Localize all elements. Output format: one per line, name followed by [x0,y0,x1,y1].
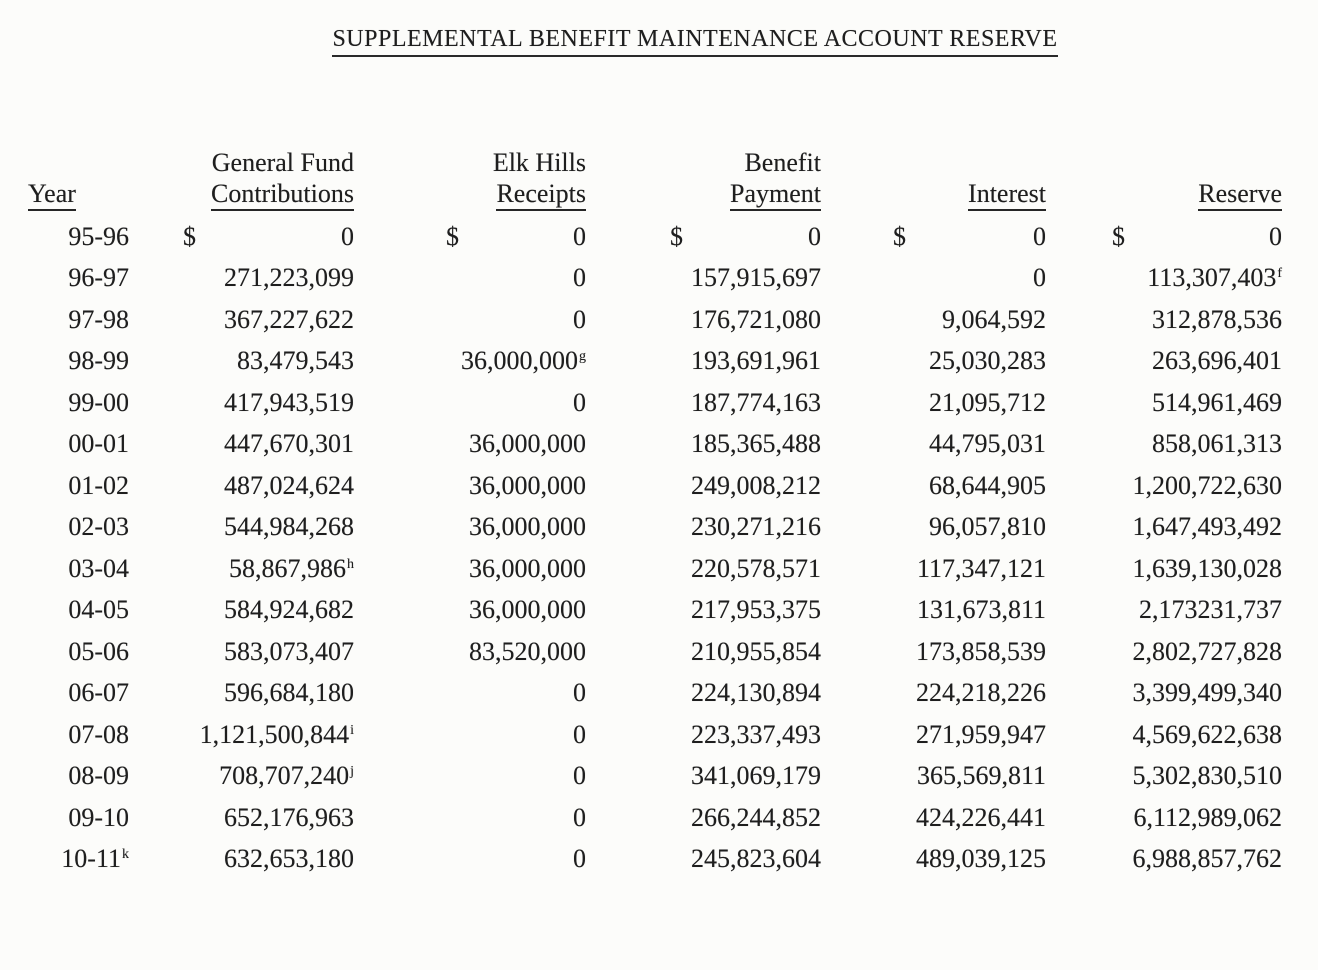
general-fund-contributions-cell [133,346,354,376]
amount-value: 0 [573,761,586,791]
interest-cell [821,429,1046,459]
amount-value: 417,943,519 [224,387,354,417]
table-body [28,216,1318,880]
amount-value: 0 [573,719,586,749]
general-fund-contributions-cell [133,512,354,542]
amount-value: 271,223,099 [224,263,354,293]
interest-cell [821,720,1046,750]
reserve-cell [1046,263,1282,293]
amount-value: 36,000,000 [469,429,586,459]
benefit-payment-cell [586,388,821,418]
reserve-cell [1046,305,1282,335]
elk-hills-receipts-cell [354,346,586,376]
amount-value: 544,984,268 [224,512,354,542]
table-row [28,258,1318,300]
reserve-cell [1046,388,1282,418]
amount-value: 6,112,989,062 [1133,802,1282,832]
reserve-cell [1046,512,1282,542]
amount-value: 185,365,488 [691,429,821,459]
interest-cell [821,844,1046,874]
table-row [28,299,1318,341]
amount-value: 44,795,031 [929,429,1046,459]
year-cell: 02-03 [68,512,129,542]
interest-cell [821,595,1046,625]
general-fund-contributions-cell [133,637,354,667]
title-wrap [50,26,1318,57]
table-row [28,673,1318,715]
amount-value: 0 [573,678,586,708]
benefit-payment-cell [586,346,821,376]
elk-hills-receipts-cell [354,720,586,750]
elk-hills-receipts-cell [354,554,586,584]
amount-value: 131,673,811 [916,595,1046,625]
dollar-sign: $ [893,221,906,251]
amount-value: 6,988,857,762 [1132,844,1282,874]
reserve-table [28,147,1318,880]
amount-value: 36,000,000 [469,595,586,625]
year-cell: 95-96 [68,221,129,251]
amount-value: 489,039,125 [916,844,1046,874]
year-cell: 09-10 [68,802,129,832]
table-row [28,590,1318,632]
interest-cell [821,222,1046,252]
amount-value: 187,774,163 [691,387,821,417]
benefit-payment-cell [586,844,821,874]
general-fund-contributions-cell [133,388,354,418]
general-fund-contributions-cell [133,263,354,293]
elk-hills-receipts-cell [354,803,586,833]
general-fund-contributions-cell [133,305,354,335]
elk-hills-receipts-cell [354,263,586,293]
amount-value: 245,823,604 [691,844,821,874]
amount-value: 25,030,283 [929,346,1046,376]
amount-value: 858,061,313 [1152,429,1282,459]
page-title: SUPPLEMENTAL BENEFIT MAINTENANCE ACCOUNT RESERVE [332,26,1057,57]
elk-hills-receipts-cell [354,305,586,335]
interest-cell [821,305,1046,335]
benefit-payment-cell [586,637,821,667]
reserve-cell [1046,222,1282,252]
amount-value: 0 [573,304,586,334]
general-fund-contributions-cell [133,471,354,501]
year-cell: 10-11$^k$ [61,844,129,874]
amount-value: 0 [808,221,821,251]
benefit-payment-cell [586,305,821,335]
year-cell: 07-08 [68,719,129,749]
interest-cell [821,803,1046,833]
amount-value: 36,000,000 [469,512,586,542]
general-fund-contributions-cell [133,595,354,625]
table-header [28,147,1318,209]
column-header-year-label: Year [28,179,76,211]
amount-value: 0 [573,221,586,251]
elk-hills-receipts-cell [354,844,586,874]
general-fund-contributions-cell [133,429,354,459]
table-row [28,507,1318,549]
amount-value: 312,878,536 [1152,304,1282,334]
column-header-elk-hills-receipts: Elk Hills Receipts [354,147,586,209]
amount-value: 1,200,722,630 [1132,470,1282,500]
amount-value: 58,867,986$^h$ [229,553,354,583]
amount-value: 367,227,622 [224,304,354,334]
amount-value: 173,858,539 [916,636,1046,666]
benefit-payment-cell [586,471,821,501]
amount-value: 0 [341,221,354,251]
year-cell: 97-98 [68,304,129,334]
table-row [28,714,1318,756]
amount-value: 424,226,441 [916,802,1046,832]
amount-value: 584,924,682 [224,595,354,625]
amount-value: 249,008,212 [691,470,821,500]
reserve-cell [1046,637,1282,667]
interest-cell [821,761,1046,791]
amount-value: 36,000,000 [469,553,586,583]
amount-value: 266,244,852 [691,802,821,832]
amount-value: 0 [573,387,586,417]
year-cell: 00-01 [68,429,129,459]
amount-value: 447,670,301 [224,429,354,459]
table-row [28,797,1318,839]
amount-value: 83,479,543 [237,346,354,376]
general-fund-contributions-cell [133,222,354,252]
amount-value: 0 [1269,221,1282,251]
interest-cell [821,346,1046,376]
reserve-cell [1046,346,1282,376]
amount-value: 0 [1033,221,1046,251]
general-fund-contributions-cell [133,761,354,791]
amount-value: 487,024,624 [224,470,354,500]
dollar-sign: $ [446,221,459,251]
interest-cell [821,637,1046,667]
benefit-payment-cell [586,720,821,750]
amount-value: 68,644,905 [929,470,1046,500]
general-fund-contributions-cell [133,720,354,750]
interest-cell [821,512,1046,542]
year-cell: 98-99 [68,346,129,376]
amount-value: 113,307,403$^f$ [1147,263,1282,293]
table-row [28,216,1318,258]
table-row [28,756,1318,798]
general-fund-contributions-cell [133,554,354,584]
amount-value: 83,520,000 [469,636,586,666]
amount-value: 0 [573,802,586,832]
benefit-payment-cell [586,263,821,293]
elk-hills-receipts-cell [354,388,586,418]
year-cell: 04-05 [68,595,129,625]
table-row [28,424,1318,466]
reserve-cell [1046,678,1282,708]
column-header-interest: Interest [821,147,1046,209]
year-cell: 08-09 [68,761,129,791]
amount-value: 5,302,830,510 [1132,761,1282,791]
elk-hills-receipts-cell [354,595,586,625]
amount-value: 96,057,810 [929,512,1046,542]
dollar-sign: $ [183,221,196,251]
interest-cell [821,678,1046,708]
amount-value: 176,721,080 [691,304,821,334]
dollar-sign: $ [670,221,683,251]
amount-value: 652,176,963 [224,802,354,832]
amount-value: 1,121,500,844$^i$ [199,719,354,749]
amount-value: 224,130,894 [691,678,821,708]
amount-value: 117,347,121 [916,553,1046,583]
table-row [28,839,1318,881]
column-header-general-fund-contributions: General Fund Contributions [133,147,354,209]
general-fund-contributions-cell [133,803,354,833]
year-cell: 05-06 [68,636,129,666]
benefit-payment-cell [586,761,821,791]
reserve-cell [1046,720,1282,750]
benefit-payment-cell [586,429,821,459]
year-cell: 01-02 [68,470,129,500]
year-cell: 96-97 [68,263,129,293]
interest-cell [821,554,1046,584]
elk-hills-receipts-cell [354,429,586,459]
amount-value: 263,696,401 [1152,346,1282,376]
amount-value: 514,961,469 [1152,387,1282,417]
amount-value: 3,399,499,340 [1132,678,1282,708]
reserve-cell [1046,595,1282,625]
amount-value: 0 [573,844,586,874]
year-cell: 99-00 [68,387,129,417]
reserve-cell [1046,803,1282,833]
amount-value: 220,578,571 [691,553,821,583]
benefit-payment-cell [586,678,821,708]
amount-value: 583,073,407 [224,636,354,666]
amount-value: 36,000,000$^g$ [461,346,586,376]
amount-value: 1,639,130,028 [1132,553,1282,583]
amount-value: 708,707,240$^j$ [219,761,354,791]
amount-value: 224,218,226 [916,678,1046,708]
elk-hills-receipts-cell [354,222,586,252]
interest-cell [821,388,1046,418]
general-fund-contributions-cell [133,844,354,874]
elk-hills-receipts-cell [354,761,586,791]
reserve-cell [1046,761,1282,791]
amount-value: 596,684,180 [224,678,354,708]
year-cell: 06-07 [68,678,129,708]
amount-value: 0 [573,263,586,293]
column-header-year [28,178,133,209]
elk-hills-receipts-cell [354,678,586,708]
elk-hills-receipts-cell [354,512,586,542]
amount-value: 9,064,592 [942,304,1046,334]
interest-cell [821,471,1046,501]
amount-value: 4,569,622,638 [1132,719,1282,749]
column-header-reserve: Reserve [1046,147,1282,209]
reserve-cell [1046,471,1282,501]
table-row [28,382,1318,424]
amount-value: 1,647,493,492 [1132,512,1282,542]
elk-hills-receipts-cell [354,471,586,501]
amount-value: 341,069,179 [691,761,821,791]
amount-value: 157,915,697 [691,263,821,293]
elk-hills-receipts-cell [354,637,586,667]
amount-value: 2,802,727,828 [1132,636,1282,666]
amount-value: 193,691,961 [691,346,821,376]
interest-cell [821,263,1046,293]
amount-value: 365,569,811 [916,761,1046,791]
reserve-cell [1046,429,1282,459]
amount-value: 217,953,375 [691,595,821,625]
general-fund-contributions-cell [133,678,354,708]
table-row [28,341,1318,383]
column-header-benefit-payment: Benefit Payment [586,147,821,209]
amount-value: 36,000,000 [469,470,586,500]
benefit-payment-cell [586,222,821,252]
table-row [28,465,1318,507]
benefit-payment-cell [586,803,821,833]
table-row [28,631,1318,673]
reserve-cell [1046,554,1282,584]
amount-value: 21,095,712 [929,387,1046,417]
benefit-payment-cell [586,595,821,625]
amount-value: 223,337,493 [691,719,821,749]
year-cell: 03-04 [68,553,129,583]
benefit-payment-cell [586,512,821,542]
reserve-cell [1046,844,1282,874]
amount-value: 210,955,854 [691,636,821,666]
table-row [28,548,1318,590]
dollar-sign: $ [1112,221,1125,251]
amount-value: 0 [1033,263,1046,293]
amount-value: 271,959,947 [916,719,1046,749]
amount-value: 632,653,180 [224,844,354,874]
benefit-payment-cell [586,554,821,584]
amount-value: 2,173231,737 [1139,595,1282,625]
amount-value: 230,271,216 [691,512,821,542]
